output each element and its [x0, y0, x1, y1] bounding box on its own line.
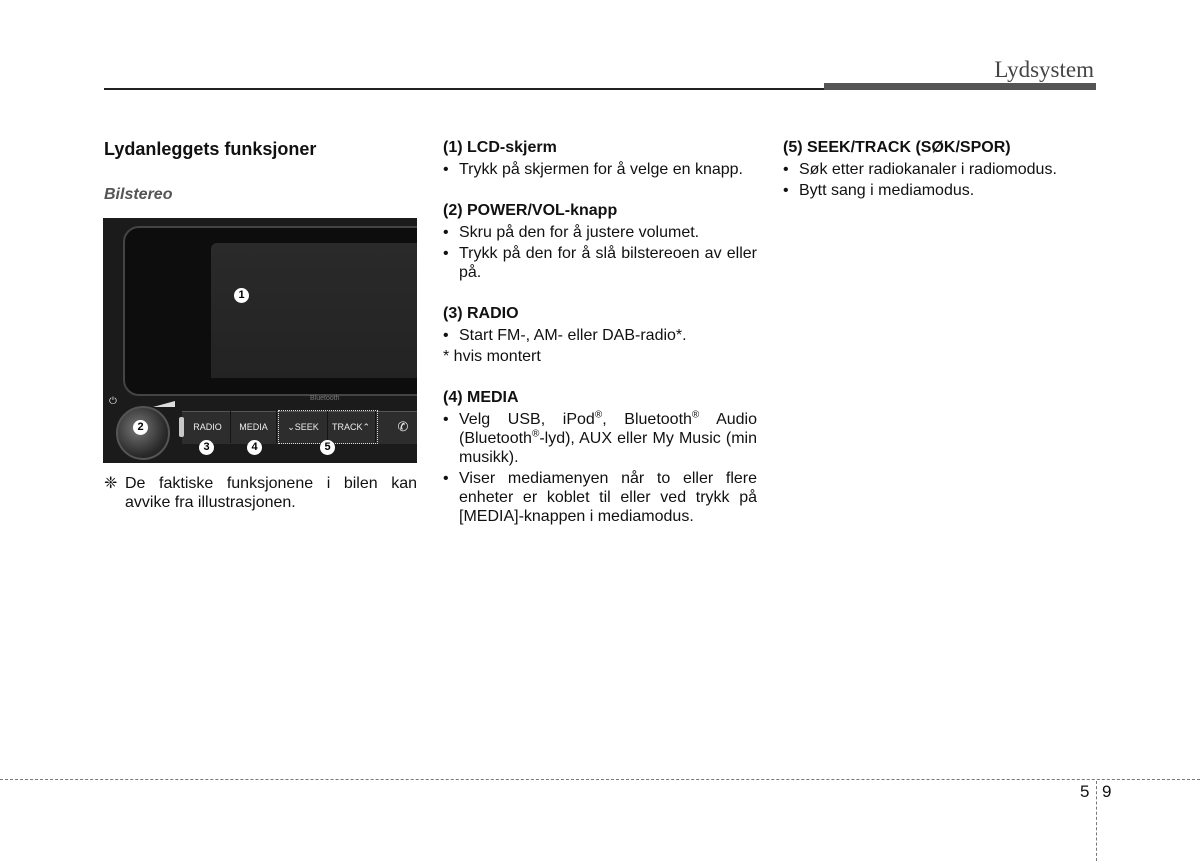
- bullet: •: [443, 245, 449, 262]
- text-part: Velg USB, iPod: [459, 411, 595, 428]
- list-item-text: Bytt sang i mediamodus.: [799, 182, 975, 199]
- section-subtitle: Bilstereo: [104, 186, 173, 203]
- media-button: MEDIA: [231, 411, 277, 443]
- note-item: [104, 474, 417, 512]
- media-heading: (4) MEDIA: [443, 389, 519, 406]
- list-item: [443, 469, 757, 526]
- seek-label: SEEK: [294, 422, 319, 432]
- callout-2: 2: [133, 420, 148, 435]
- seek-heading: (5) SEEK/TRACK (SØK/SPOR): [783, 139, 1011, 156]
- callout-4: 4: [247, 440, 262, 455]
- bluetooth-label: Bluetooth: [310, 395, 340, 402]
- registered-mark: ®: [691, 409, 700, 421]
- power-icon: ⏻: [109, 396, 117, 407]
- bullet: •: [783, 161, 789, 178]
- callout-1: 1: [234, 288, 249, 303]
- slot-indicator: [179, 417, 184, 437]
- seek-track-highlight: [278, 410, 378, 444]
- lcd-block: [443, 138, 757, 179]
- note-text: De faktiske funksjonene i bilen kan avvike fra illustrasjonen.: [125, 475, 417, 511]
- stereo-illustration: [103, 218, 417, 463]
- list-item: [783, 181, 1096, 200]
- list-item: [443, 326, 757, 345]
- header-title: Lydsystem: [994, 57, 1094, 82]
- header-accent-bar: [824, 83, 1096, 90]
- list-item-text: Trykk på skjermen for å velge en knapp.: [459, 161, 743, 178]
- media-block: [443, 388, 757, 526]
- note-symbol: ❈: [104, 475, 118, 492]
- volume-icon: [153, 401, 175, 407]
- registered-mark: ®: [531, 428, 540, 440]
- chevron-down-icon: ⌄: [287, 421, 295, 432]
- bullet: •: [783, 182, 789, 199]
- power-heading: (2) POWER/VOL-knapp: [443, 202, 618, 219]
- callout-5: 5: [320, 440, 335, 455]
- lcd-screen: [211, 243, 417, 378]
- page-number: 9: [1102, 782, 1112, 801]
- list-item-text: [459, 410, 757, 467]
- bullet: •: [443, 470, 449, 487]
- chapter-number: 5: [1080, 782, 1090, 801]
- registered-mark: ®: [594, 409, 603, 421]
- list-item-text: Start FM-, AM- eller DAB-radio*.: [459, 327, 687, 344]
- phone-icon: ✆: [397, 419, 409, 434]
- chevron-up-icon: ⌃: [362, 421, 371, 432]
- illustration-note: [104, 474, 417, 514]
- bullet: •: [443, 327, 449, 344]
- column-middle: [443, 138, 757, 548]
- text-part: , Bluetooth: [602, 411, 692, 428]
- list-item-text: Viser mediamenyen når to eller flere enheter er koblet til eller ved trykk på [MEDIA]-knappen i mediamodus.: [459, 470, 757, 525]
- list-item: [443, 223, 757, 242]
- radio-footnote: * hvis montert: [443, 348, 541, 365]
- list-item-text: Søk etter radiokanaler i radiomodus.: [799, 161, 1057, 178]
- bullet: •: [443, 411, 449, 428]
- bullet: •: [443, 161, 449, 178]
- callout-3: 3: [199, 440, 214, 455]
- radio-heading: (3) RADIO: [443, 305, 519, 322]
- radio-block: [443, 304, 757, 366]
- footer-divider: [1096, 781, 1097, 861]
- seek-block: [783, 138, 1096, 200]
- column-right: [783, 138, 1096, 222]
- list-item: [443, 160, 757, 179]
- power-block: [443, 201, 757, 282]
- list-item: [443, 244, 757, 282]
- text-part: -lyd), AUX eller My Music (min musikk).: [459, 430, 757, 466]
- list-item-text: Trykk på den for å slå bilstereoen av eller på.: [459, 245, 757, 281]
- phone-button: [388, 411, 417, 443]
- text-part: Audio (Bluetooth: [459, 411, 757, 447]
- list-item: [443, 410, 757, 467]
- radio-button: RADIO: [185, 411, 231, 443]
- section-title: Lydanleggets funksjoner: [104, 139, 317, 159]
- lcd-heading: (1) LCD-skjerm: [443, 139, 557, 156]
- bullet: •: [443, 224, 449, 241]
- footer-rule: [0, 779, 1200, 780]
- list-item: [783, 160, 1096, 179]
- list-item-text: Skru på den for å justere volumet.: [459, 224, 700, 241]
- track-label: TRACK: [331, 422, 363, 432]
